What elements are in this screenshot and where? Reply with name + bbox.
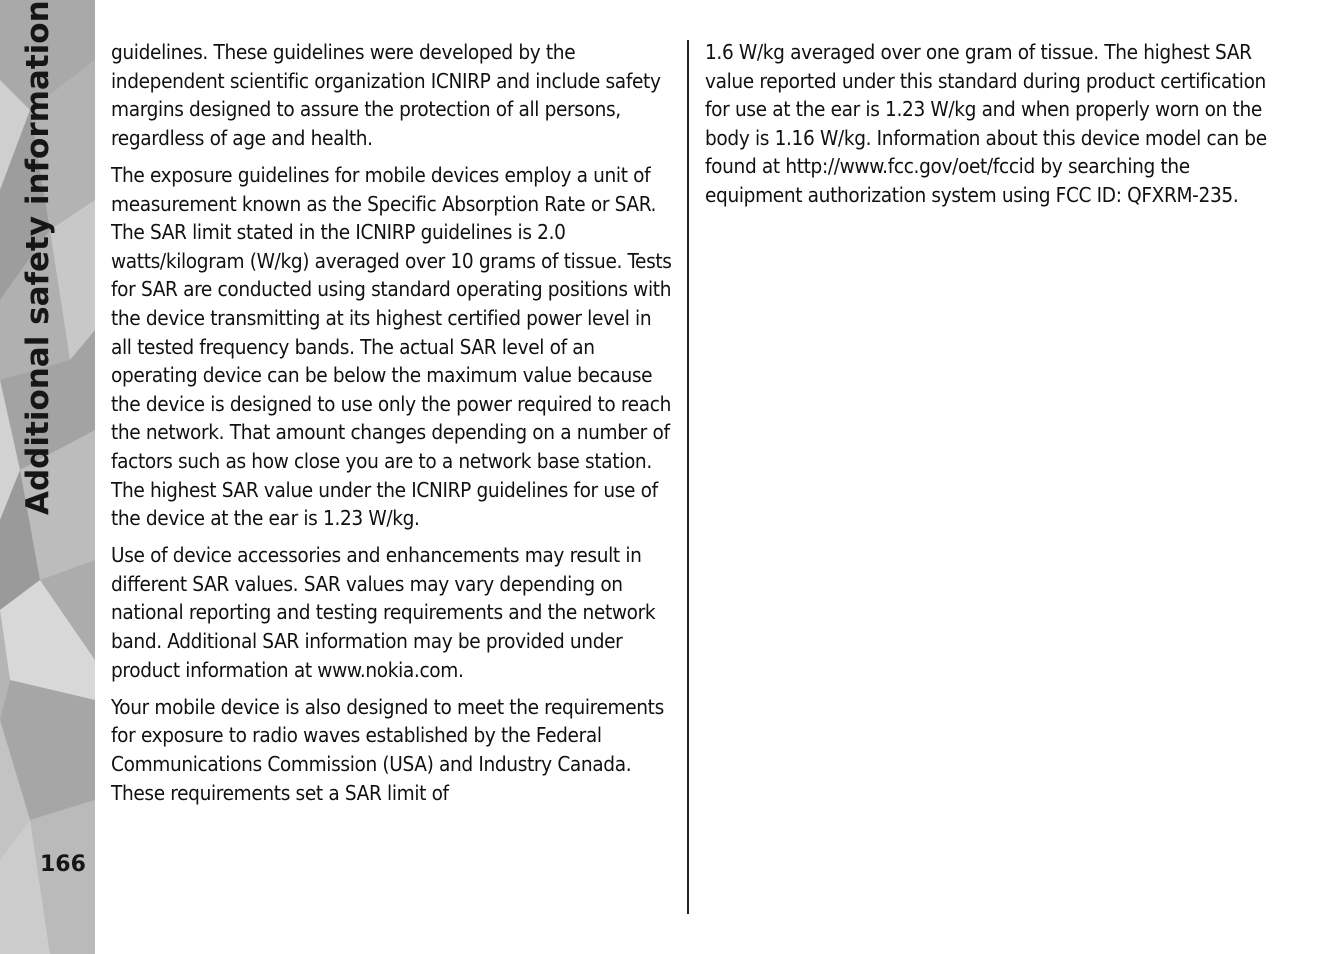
body-paragraph: The exposure guidelines for mobile devices employ a unit of measurement known as the Specific Absorption Rate or SAR. The SAR limit stated in the ICNIRP guidelines is 2.0 watts/kilogram (W/kg) averaged over 10 grams of tissue. Tests for SAR are conducted using standard operating positions with the device transmitting at its highest certified power level in all tested frequency bands. The actual SAR level of an operating device can be below the maximum value because the device is designed to use only the power required to reach the network. That amount changes depending on a number of factors such as how close you are to a network base station. The highest SAR value under the ICNIRP guidelines for use of the device at the ear is 1.23 W/kg. [111, 162, 672, 531]
sidebar [0, 0, 95, 954]
section-title: Additional safety information [20, 0, 56, 515]
left-column [111, 38, 676, 816]
column-divider [687, 40, 689, 914]
right-column [705, 38, 1280, 218]
body-paragraph: Your mobile device is also designed to meet the requirements for exposure to radio waves established by the Federal Communications Commission (USA) and Industry Canada. These requirements set a SAR limit of [111, 694, 664, 805]
body-paragraph: guidelines. These guidelines were developed by the independent scientific organization ICNIRP and include safety margins designed to assure the protection of all persons, regardless of age and health. [111, 40, 661, 150]
body-paragraph: 1.6 W/kg averaged over one gram of tissue. The highest SAR value reported under this standard during product certification for use at the ear is 1.23 W/kg and when properly worn on the body is 1.16 W/kg. Information about this device model can be found at http://www.fcc.gov/oet/fccid by searching the equipment authorization system using FCC ID: QFXRM-235. [705, 40, 1267, 207]
body-paragraph: Use of device accessories and enhancements may result in different SAR values. SAR values may vary depending on national reporting and testing requirements and the network band. Additional SAR information may be provided under product information at www.nokia.com. [111, 543, 656, 682]
page-number: 166 [40, 852, 86, 877]
